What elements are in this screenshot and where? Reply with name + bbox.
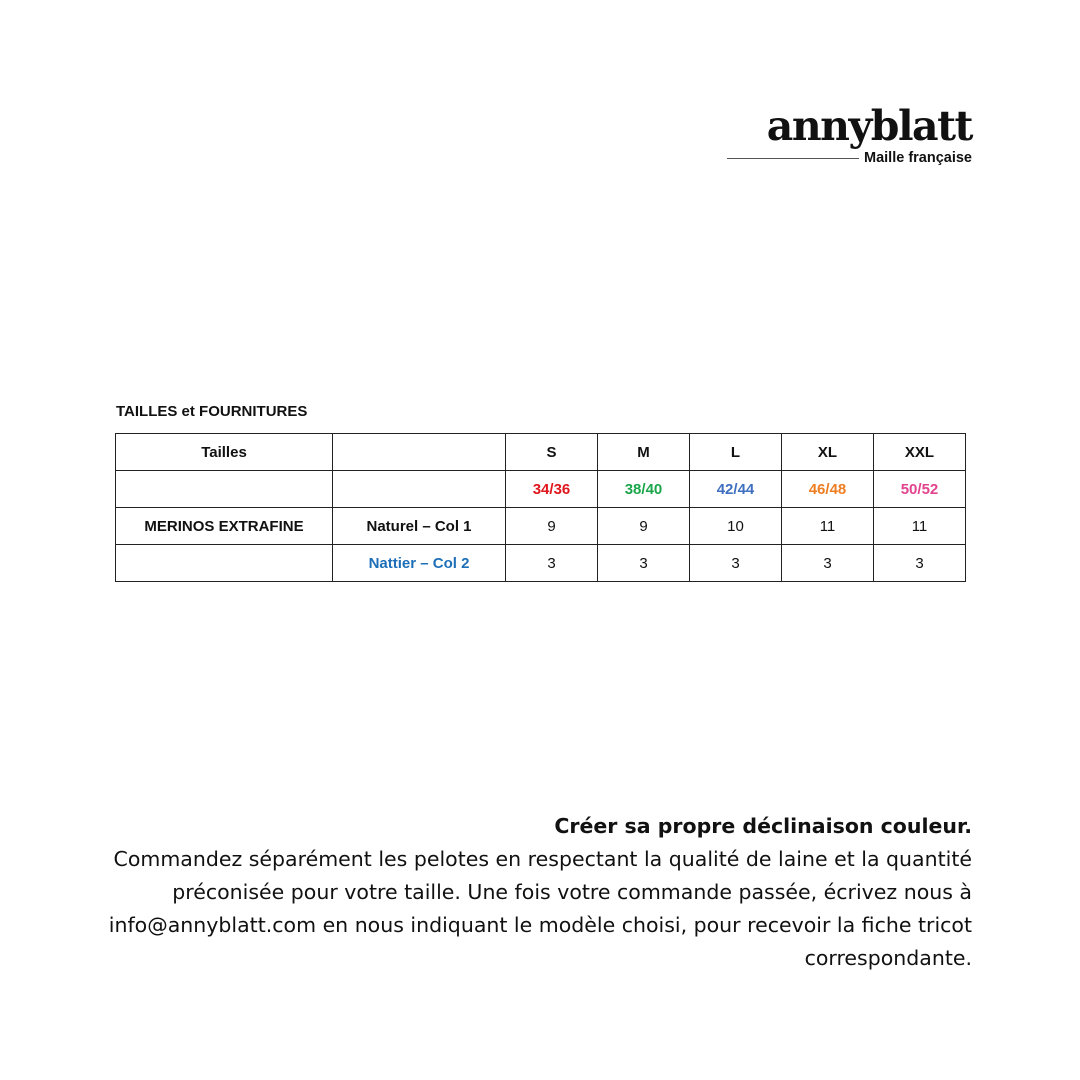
empty-cell bbox=[333, 434, 506, 471]
eu-size-cell: 46/48 bbox=[782, 471, 874, 508]
empty-cell bbox=[333, 471, 506, 508]
quantity-cell: 3 bbox=[782, 545, 874, 582]
quantity-cell: 3 bbox=[598, 545, 690, 582]
size-header: S bbox=[506, 434, 598, 471]
yarn-name bbox=[116, 545, 333, 582]
size-header: XXL bbox=[874, 434, 966, 471]
quantity-cell: 10 bbox=[690, 508, 782, 545]
size-header: XL bbox=[782, 434, 874, 471]
yarn-row bbox=[116, 508, 966, 545]
section-title: TAILLES et FOURNITURES bbox=[116, 403, 308, 420]
size-header: L bbox=[690, 434, 782, 471]
sizes-table bbox=[115, 433, 966, 582]
note-body: Commandez séparément les pelotes en respectant la qualité de laine et la quantité préconisée pour votre taille. Une fois votre commande passée, écrivez nous à info@annyblatt.com en nous indiquant le modèle choisi, pour recevoir la fiche tricot correspondante. bbox=[108, 847, 972, 970]
brand-tagline-row bbox=[710, 150, 972, 166]
eu-size-cell: 34/36 bbox=[506, 471, 598, 508]
quantity-cell: 9 bbox=[506, 508, 598, 545]
yarn-row bbox=[116, 545, 966, 582]
sizes-label: Tailles bbox=[116, 434, 333, 471]
quantity-cell: 3 bbox=[874, 545, 966, 582]
quantity-cell: 11 bbox=[782, 508, 874, 545]
tagline-divider bbox=[727, 158, 859, 159]
quantity-cell: 3 bbox=[506, 545, 598, 582]
yarn-name: MERINOS EXTRAFINE bbox=[116, 508, 333, 545]
brand-logo bbox=[710, 104, 972, 166]
eu-size-cell: 38/40 bbox=[598, 471, 690, 508]
yarn-color: Naturel – Col 1 bbox=[333, 508, 506, 545]
eu-size-row bbox=[116, 471, 966, 508]
size-header: M bbox=[598, 434, 690, 471]
brand-wordmark: annyblatt bbox=[766, 102, 972, 150]
quantity-cell: 9 bbox=[598, 508, 690, 545]
empty-cell bbox=[116, 471, 333, 508]
custom-color-note bbox=[102, 810, 972, 975]
yarn-color: Nattier – Col 2 bbox=[333, 545, 506, 582]
quantity-cell: 11 bbox=[874, 508, 966, 545]
brand-tagline: Maille française bbox=[864, 150, 972, 166]
header-row bbox=[116, 434, 966, 471]
eu-size-cell: 50/52 bbox=[874, 471, 966, 508]
eu-size-cell: 42/44 bbox=[690, 471, 782, 508]
note-title: Créer sa propre déclinaison couleur. bbox=[554, 814, 972, 838]
quantity-cell: 3 bbox=[690, 545, 782, 582]
